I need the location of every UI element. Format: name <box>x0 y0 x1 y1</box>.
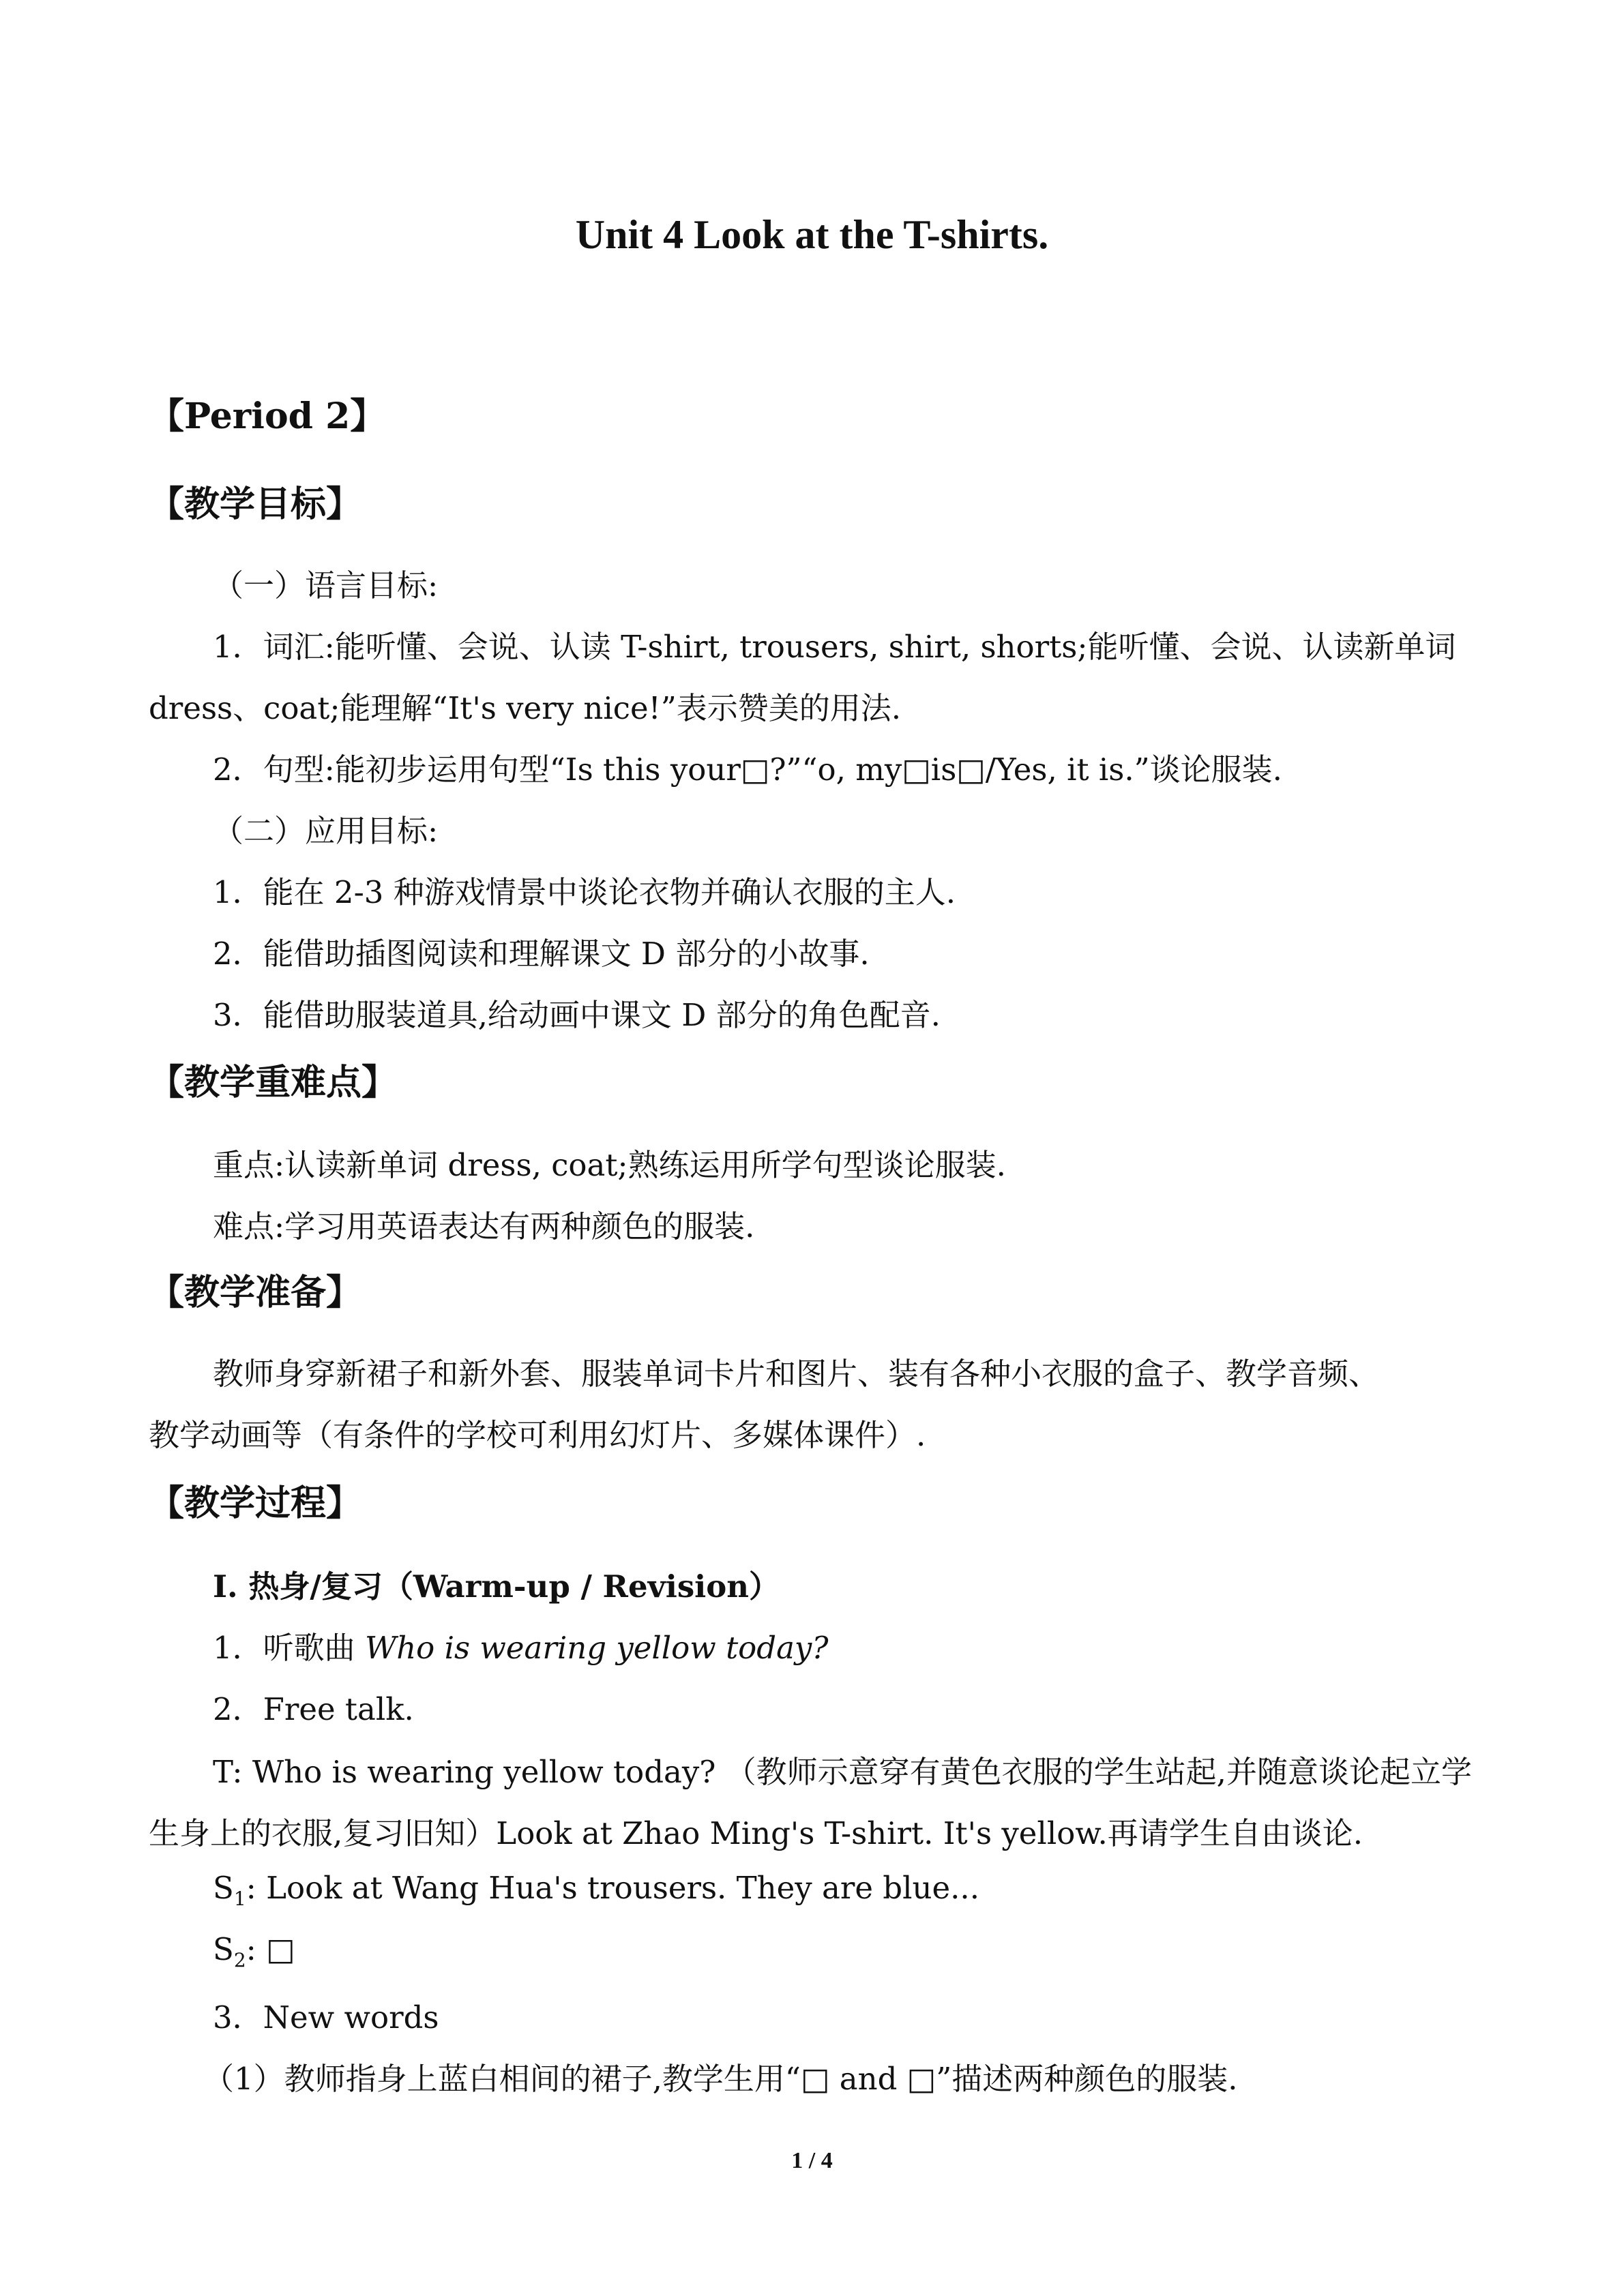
period-heading: 【Period 2】 <box>149 396 386 437</box>
document-title: Unit 4 Look at the T-shirts. <box>575 212 1049 257</box>
student-2-line <box>213 1931 295 1971</box>
song-item <box>213 1623 828 1667</box>
section-heading-preparation: 【教学准备】 <box>149 1272 362 1313</box>
song-title: Who is wearing yellow today? <box>364 1630 829 1666</box>
preparation-line-1: 教师身穿新裙子和新外套、服装单词卡片和图片、装有各种小衣服的盒子、教学音频、 <box>213 1356 1380 1392</box>
free-talk-item: 2．Free talk. <box>213 1691 414 1727</box>
song-prefix: 1．听歌曲 <box>213 1630 365 1666</box>
student-1-line <box>213 1870 979 1910</box>
preparation-line-2: 教学动画等（有条件的学校可利用幻灯片、多媒体课件）. <box>149 1417 926 1453</box>
key-point-focus: 重点:认读新单词 dress, coat;熟练运用所学句型谈论服装. <box>213 1147 1006 1183</box>
application-item-3: 3．能借助服装道具,给动画中课文 D 部分的角色配音. <box>213 997 941 1033</box>
objective-item-2: 2．句型:能初步运用句型“Is this your□?”“o, my□is□/Yes, it is.”谈论服装. <box>213 751 1282 788</box>
section-heading-process: 【教学过程】 <box>149 1482 362 1524</box>
teacher-line-2: 生身上的衣服,复习旧知）Look at Zhao Ming's T-shirt. It's yellow.再请学生自由谈论. <box>149 1815 1363 1851</box>
objective-item-1-cont: dress、coat;能理解“It's very nice!”表示赞美的用法. <box>149 690 902 726</box>
section-heading-key-points: 【教学重难点】 <box>149 1062 398 1103</box>
page-number: 1 / 4 <box>791 2148 833 2173</box>
student-2-text: : □ <box>246 1931 295 1967</box>
language-goal: （一）语言目标: <box>213 567 439 603</box>
new-words-sub-1: （1）教师指身上蓝白相间的裙子,教学生用“□ and □”描述两种颜色的服装. <box>203 2061 1238 2097</box>
objective-item-1: 1．词汇:能听懂、会说、认读 T-shirt, trousers, shirt, shorts;能听懂、会说、认读新单词 <box>213 629 1456 665</box>
application-goal: （二）应用目标: <box>213 813 439 849</box>
student-2-label: S <box>213 1931 234 1967</box>
section-heading-objectives: 【教学目标】 <box>149 483 362 525</box>
new-words-item: 3．New words <box>213 1999 439 2036</box>
application-item-1: 1．能在 2-3 种游戏情景中谈论衣物并确认衣服的主人. <box>213 874 956 910</box>
student-2-subscript: 2 <box>233 1949 246 1971</box>
step-1-heading: I. 热身/复习（Warm-up / Revision） <box>213 1568 780 1605</box>
student-1-subscript: 1 <box>233 1888 246 1910</box>
key-point-difficulty: 难点:学习用英语表达有两种颜色的服装. <box>213 1208 755 1244</box>
student-1-label: S <box>213 1870 234 1906</box>
teacher-line-1: T: Who is wearing yellow today? （教师示意穿有黄色衣服的学生站起,并随意谈论起立学 <box>213 1754 1472 1790</box>
application-item-2: 2．能借助插图阅读和理解课文 D 部分的小故事. <box>213 936 870 972</box>
student-1-text: : Look at Wang Hua's trousers. They are blue... <box>246 1870 980 1906</box>
